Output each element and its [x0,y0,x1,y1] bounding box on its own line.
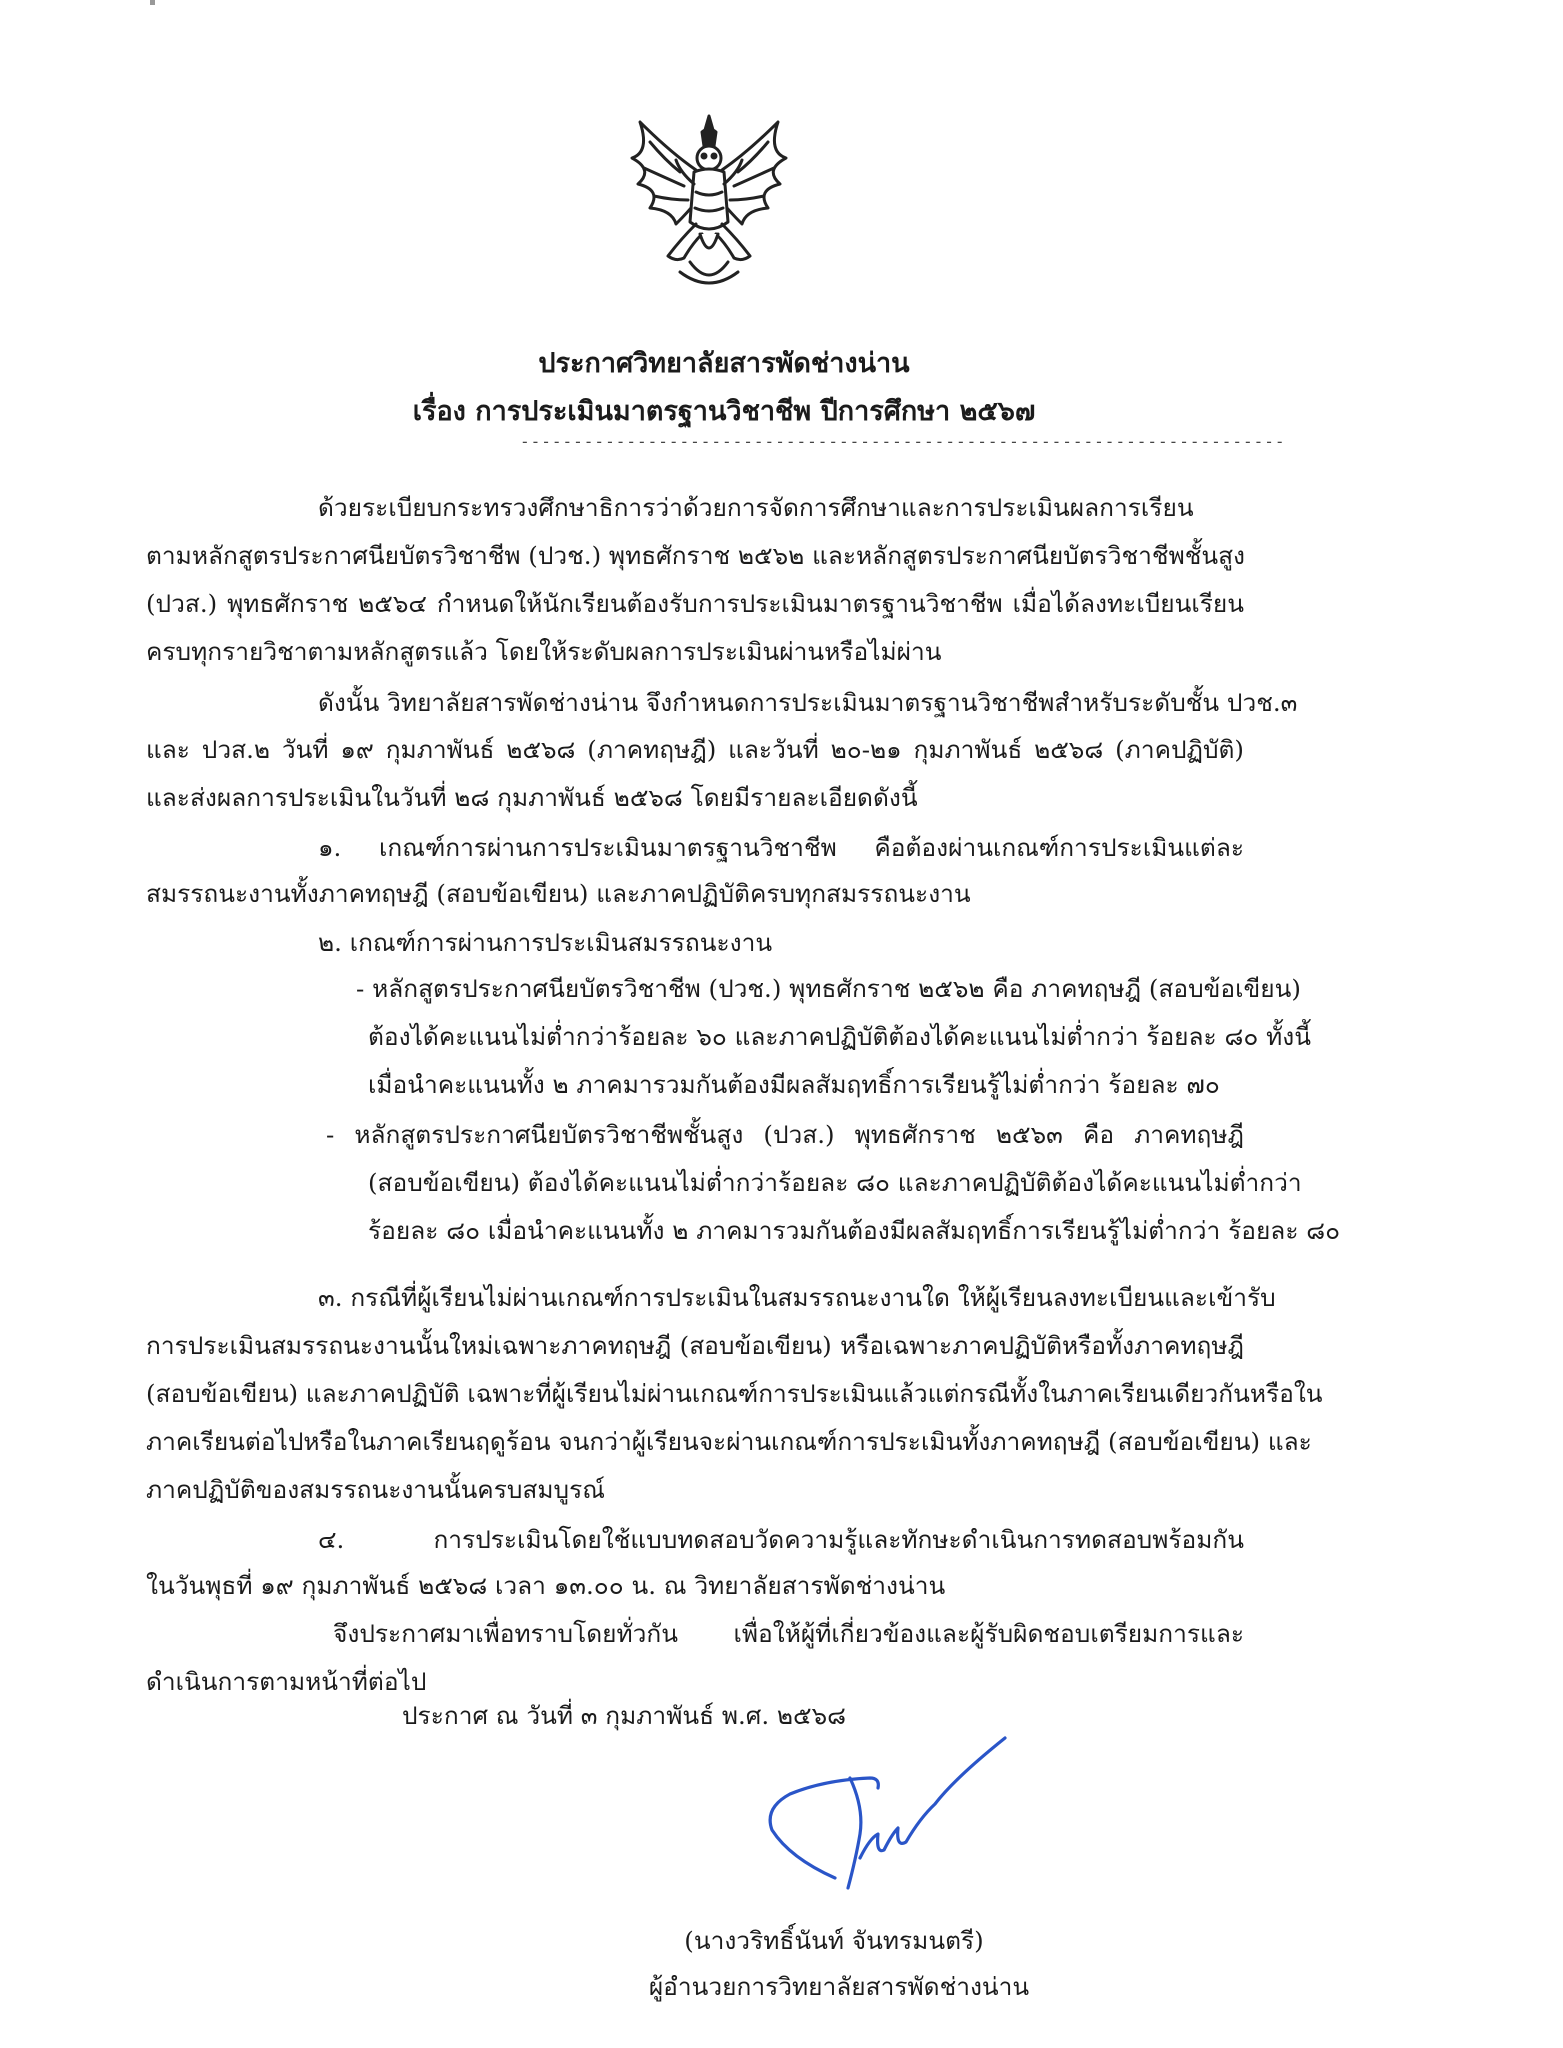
signer-name: (นางวริทธิ์นันท์ จันทรมนตรี) [684,1926,984,1955]
body-line: และ ปวส.๒ วันที่ ๑๙ กุมภาพันธ์ ๒๕๖๘ (ภาคทฤษฎี) และวันที่ ๒๐-๒๑ กุมภาพันธ์ ๒๕๖๘ (ภาคปฏิบัติ) [146,735,1244,764]
body-line: (สอบข้อเขียน) ต้องได้คะแนนไม่ต่ำกว่าร้อยละ ๘๐ และภาคปฏิบัติต้องได้คะแนนไม่ต่ำกว่า [368,1168,1302,1197]
body-line: ดังนั้น วิทยาลัยสารพัดช่างน่าน จึงกำหนดการประเมินมาตรฐานวิชาชีพสำหรับระดับชั้น ปวช.๓ [318,688,1298,717]
body-line: (ปวส.) พุทธศักราช ๒๕๖๔ กำหนดให้นักเรียนต้องรับการประเมินมาตรฐานวิชาชีพ เมื่อได้ลงทะเบียนเรียน [146,589,1244,618]
announcement-subject: เรื่อง การประเมินมาตรฐานวิชาชีพ ปีการศึกษา ๒๕๖๗ [412,396,1036,427]
body-line: ในวันพุธที่ ๑๙ กุมภาพันธ์ ๒๕๖๘ เวลา ๑๓.๐๐ น. ณ วิทยาลัยสารพัดช่างน่าน [146,1571,946,1600]
body-line: ๔. การประเมินโดยใช้แบบทดสอบวัดความรู้และทักษะดำเนินการทดสอบพร้อมกัน [318,1525,1244,1554]
body-line: ต้องได้คะแนนไม่ต่ำกว่าร้อยละ ๖๐ และภาคปฏิบัติต้องได้คะแนนไม่ต่ำกว่า ร้อยละ ๘๐ ทั้งนี้ [368,1022,1311,1051]
body-line: ร้อยละ ๘๐ เมื่อนำคะแนนทั้ง ๒ ภาคมารวมกันต้องมีผลสัมฤทธิ์การเรียนรู้ไม่ต่ำกว่า ร้อยละ ๘๐ [368,1216,1341,1245]
title-separator: ------------------------------------------------------------------------ [520,432,1286,451]
garuda-emblem-icon [610,112,808,292]
announcement-title: ประกาศวิทยาลัยสารพัดช่างน่าน [538,348,910,379]
body-line: เมื่อนำคะแนนทั้ง ๒ ภาคมารวมกันต้องมีผลสัมฤทธิ์การเรียนรู้ไม่ต่ำกว่า ร้อยละ ๗๐ [368,1070,1220,1099]
body-line: ๓. กรณีที่ผู้เรียนไม่ผ่านเกณฑ์การประเมินในสมรรถนะงานใด ให้ผู้เรียนลงทะเบียนและเข้ารับ [318,1283,1276,1312]
body-line: ภาคเรียนต่อไปหรือในภาคเรียนฤดูร้อน จนกว่าผู้เรียนจะผ่านเกณฑ์การประเมินทั้งภาคทฤษฎี (สอบข้อเขียน) และ [146,1427,1312,1456]
signature-icon [760,1738,1010,1903]
announcement-date: ประกาศ ณ วันที่ ๓ กุมภาพันธ์ พ.ศ. ๒๕๖๘ [402,1701,847,1730]
body-line: ด้วยระเบียบกระทรวงศึกษาธิการว่าด้วยการจัดการศึกษาและการประเมินผลการเรียน [318,493,1194,522]
body-line: ๑. เกณฑ์การผ่านการประเมินมาตรฐานวิชาชีพ คือต้องผ่านเกณฑ์การประเมินแต่ละ [318,833,1244,862]
body-line: - หลักสูตรประกาศนียบัตรวิชาชีพ (ปวช.) พุทธศักราช ๒๕๖๒ คือ ภาคทฤษฎี (สอบข้อเขียน) [356,974,1301,1003]
body-line: และส่งผลการประเมินในวันที่ ๒๘ กุมภาพันธ์ ๒๕๖๘ โดยมีรายละเอียดดังนี้ [146,783,918,812]
body-line: ดำเนินการตามหน้าที่ต่อไป [146,1667,427,1696]
signer-position: ผู้อำนวยการวิทยาลัยสารพัดช่างน่าน [648,1972,1030,2001]
body-line: (สอบข้อเขียน) และภาคปฏิบัติ เฉพาะที่ผู้เรียนไม่ผ่านเกณฑ์การประเมินแล้วแต่กรณีทั้งในภาคเรียนเดียวกันหรือใน [146,1379,1323,1408]
body-line: ๒. เกณฑ์การผ่านการประเมินสมรรถนะงาน [318,928,773,957]
body-line: จึงประกาศมาเพื่อทราบโดยทั่วกัน เพื่อให้ผู้ที่เกี่ยวข้องและผู้รับผิดชอบเตรียมการและ [333,1619,1244,1648]
scan-mark [150,0,155,5]
body-line: ตามหลักสูตรประกาศนียบัตรวิชาชีพ (ปวช.) พุทธศักราช ๒๕๖๒ และหลักสูตรประกาศนียบัตรวิชาชีพชั้นสูง [146,541,1246,570]
body-line: การประเมินสมรรถนะงานนั้นใหม่เฉพาะภาคทฤษฎี (สอบข้อเขียน) หรือเฉพาะภาคปฏิบัติหรือทั้งภาคทฤษฎี [146,1331,1244,1360]
body-line: ภาคปฏิบัติของสมรรถนะงานนั้นครบสมบูรณ์ [146,1475,605,1504]
body-line: - หลักสูตรประกาศนียบัตรวิชาชีพชั้นสูง (ปวส.) พุทธศักราช ๒๕๖๓ คือ ภาคทฤษฎี [326,1120,1244,1149]
body-line: ครบทุกรายวิชาตามหลักสูตรแล้ว โดยให้ระดับผลการประเมินผ่านหรือไม่ผ่าน [146,637,942,666]
body-line: สมรรถนะงานทั้งภาคทฤษฎี (สอบข้อเขียน) และภาคปฏิบัติครบทุกสมรรถนะงาน [146,879,971,908]
